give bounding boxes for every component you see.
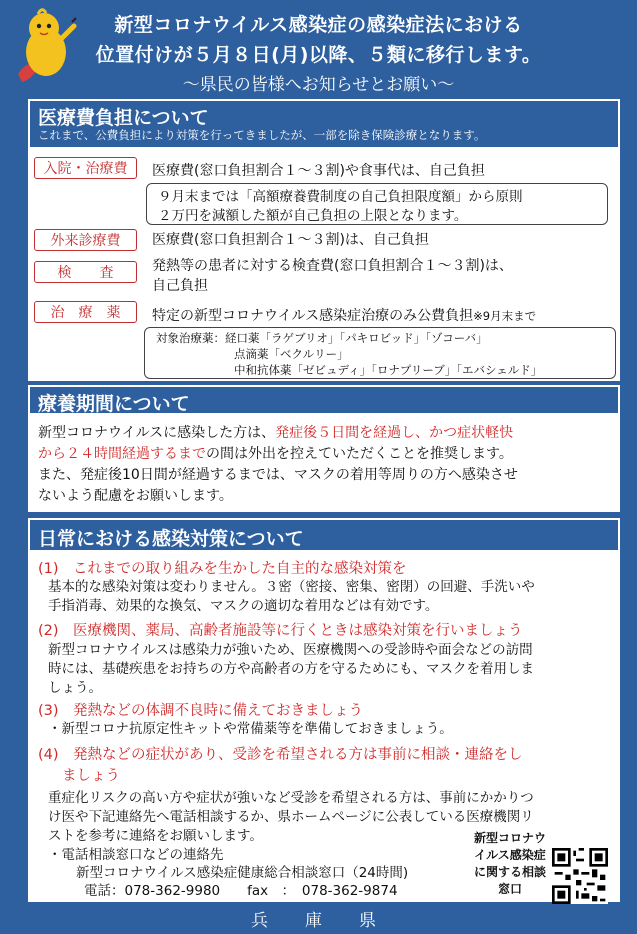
section-title: 日常における感染対策について <box>38 528 304 550</box>
measure-2-line-3: しょう。 <box>48 680 102 696</box>
qr-code-icon[interactable] <box>552 848 608 904</box>
measure-4-line-3: ストを参考に連絡をお願いします。 <box>48 828 263 844</box>
section-medical-costs-body <box>28 149 620 381</box>
measure-4-line-1: 重症化リスクの高い方や症状が強いなど受診を希望される方は、事前にかかりつ <box>48 790 534 806</box>
drug-list-line-1: 対象治療薬：経口薬「ラゲブリオ」「パキロビッド」「ゾコーバ」 <box>156 331 488 345</box>
page-subtitle: ～県民の皆様へお知らせとお願い～ <box>182 75 455 95</box>
medicine-text <box>152 305 536 325</box>
recovery-line-1-highlight: 発症後５日間を経過し、かつ症状軽快 <box>275 425 514 441</box>
medicine-text-main: 特定の新型コロナウイルス感染症治療のみ公費負担 <box>152 308 474 324</box>
recovery-line-1 <box>38 423 513 443</box>
medicine-deadline: ※9月末まで <box>473 309 537 323</box>
section-daily-measures-header <box>28 518 620 552</box>
measure-2-line-1: 新型コロナウイルスは感染力が強いため、医療機関への受診時や面会などの訪問 <box>48 642 533 658</box>
contact-heading: ・電話相談窓口などの連絡先 <box>48 847 224 863</box>
page-title-line-1: 新型コロナウイルス感染症の感染症法における <box>114 14 523 36</box>
measure-3-line-1: ・新型コロナ抗原定性キットや常備薬等を準備しておきましょう。 <box>48 721 453 737</box>
measure-4-line-2: け医や下記連絡先へ電話相談するか、県ホームページに公表している医療機関リ <box>48 809 534 825</box>
measure-heading-2: (2) 医療機関、薬局、高齢者施設等に行くときは感染対策を行いましょう <box>38 623 523 639</box>
measure-1-line-1: 基本的な感染対策は変わりません。３密（密接、密集、密閉）の回避、手洗いや <box>48 579 535 595</box>
section-title: 療養期間について <box>38 393 190 415</box>
page-title-line-2: 位置付けが５月８日(月)以降、５類に移行します。 <box>95 44 542 66</box>
tag-medicine: 治 療 薬 <box>34 301 137 323</box>
measure-heading-1: (1) これまでの取り組みを生かした自主的な感染対策を <box>38 561 407 577</box>
section-title: 医療費負担について <box>38 107 209 129</box>
tag-testing: 検 査 <box>34 261 137 283</box>
contact-phone-fax: 電話：078-362-9980 fax ： 078-362-9874 <box>84 883 398 899</box>
recovery-line-2-text: の間は外出を控えていただくことを推奨します。 <box>206 446 513 462</box>
recovery-line-4: ないよう配慮をお願いします。 <box>38 488 233 504</box>
measure-2-line-2: 時には、基礎疾患をお持ちの方や高齢者の方を守るためにも、マスクを着用しま <box>48 661 534 677</box>
section-recovery-period-body <box>28 415 620 512</box>
inpatient-text: 医療費(窓口負担割合１～３割)や食事代は、自己負担 <box>152 163 485 179</box>
recovery-line-3: また、発症後10日間が経過するまでは、マスクの着用等周りの方へ感染させ <box>38 467 518 483</box>
tag-inpatient: 入院・治療費 <box>34 157 137 179</box>
tag-outpatient: 外来診療費 <box>34 229 137 251</box>
drug-list-line-2: 点滴薬「ベクルリー」 <box>234 347 349 361</box>
measure-heading-4-line-2: ましょう <box>62 768 120 784</box>
inpatient-note-line-1: ９月末までは「高額療養費制度の自己負担限度額」から原則 <box>158 189 523 205</box>
measure-1-line-2: 手指消毒、効果的な換気、マスクの適切な着用などは有効です。 <box>48 598 439 614</box>
contact-center-name: 新型コロナウイルス感染症健康総合相談窓口（24時間) <box>76 865 409 881</box>
drug-list-line-3: 中和抗体薬「ゼビュディ」「ロナプリーブ」「エバシェルド」 <box>234 363 543 377</box>
section-medical-costs-header <box>28 99 620 149</box>
section-lead: これまで、公費負担により対策を行ってきましたが、一部を除き保険診療となります。 <box>38 128 486 142</box>
recovery-line-1-text: 新型コロナウイルスに感染した方は、 <box>38 425 276 441</box>
testing-text-line-1: 発熱等の患者に対する検査費(窓口負担割合１～３割)は、 <box>152 258 513 274</box>
measure-heading-4-line-1: (4) 発熱などの症状があり、受診を希望される方は事前に相談・連絡をし <box>38 747 523 763</box>
recovery-line-2-highlight: から２４時間経過するまで <box>38 446 206 462</box>
measure-heading-3: (3) 発熱などの体調不良時に備えておきましょう <box>38 703 364 719</box>
qr-caption: 新型コロナウイルス感染症に関する相談窓口 <box>473 831 546 896</box>
recovery-line-2 <box>38 444 513 464</box>
testing-text-line-2: 自己負担 <box>152 278 208 294</box>
inpatient-note-line-2: ２万円を減額した額が自己負担の上限となります。 <box>158 208 468 224</box>
outpatient-text: 医療費(窓口負担割合１～３割)は、自己負担 <box>152 232 429 248</box>
section-recovery-period-header <box>28 385 620 415</box>
footer-prefecture-name: 兵 庫 県 <box>251 911 386 931</box>
